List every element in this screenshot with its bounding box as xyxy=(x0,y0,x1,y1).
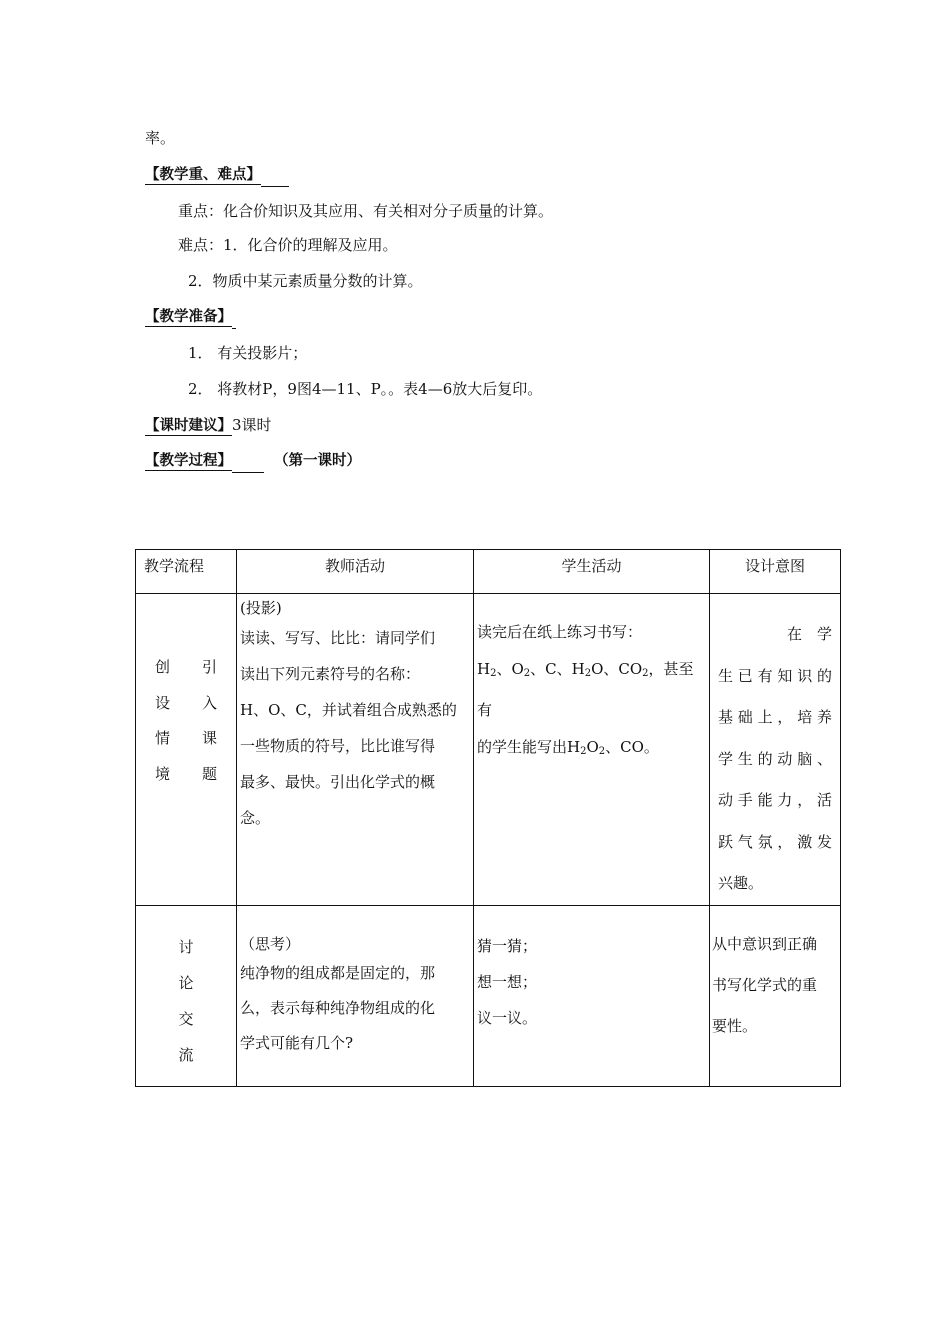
student-line: 猜一猜； xyxy=(477,936,538,955)
intent-line: 动手能力，活 xyxy=(718,791,832,809)
flow-char: 论 xyxy=(178,973,194,992)
table-header-row xyxy=(136,550,841,594)
teacher-line: 么，表示每种纯净物组成的化 xyxy=(240,998,436,1017)
lesson-plan-table xyxy=(135,549,841,1087)
flow-char: 情 xyxy=(155,729,171,747)
continued-text: 率。 xyxy=(145,129,176,147)
teacher-line: 念。 xyxy=(240,809,271,827)
difficult-point-1: 难点：1．化合价的理解及应用。 xyxy=(178,236,398,254)
teacher-line: 纯净物的组成都是固定的，那 xyxy=(240,963,436,982)
header-intent: 设计意图 xyxy=(710,550,841,594)
header-student: 学生活动 xyxy=(474,550,710,594)
header-teacher: 教师活动 xyxy=(237,550,474,594)
teacher-cell-intro xyxy=(237,594,474,906)
prep-item-2: 2． 将教材P，9图4—11、P。。表4—6放大后复印。 xyxy=(188,380,543,398)
intent-cell-discuss xyxy=(710,905,841,1086)
prep-item-1: 1． 有关投影片； xyxy=(188,344,308,362)
intent-line: 从中意识到正确 xyxy=(712,934,818,953)
teacher-line: H、O、C，并试着组合成熟悉的 xyxy=(240,701,457,719)
intent-line: 生已有知识的 xyxy=(718,666,832,685)
student-line: 读完后在纸上练习书写： xyxy=(477,623,643,641)
teacher-cell-discuss xyxy=(237,905,474,1086)
student-line: $H_2$、$O_2$、C、$H_2O$、$CO_2$，甚至有 xyxy=(477,660,694,719)
difficult-point-2: 2．物质中某元素质量分数的计算。 xyxy=(188,272,423,290)
flow-cell-discuss xyxy=(136,905,237,1086)
flow-char: 题 xyxy=(201,764,217,783)
teacher-line: 最多、最快。引出化学式的概 xyxy=(240,773,436,791)
flow-char: 流 xyxy=(178,1045,194,1064)
teacher-line: 读出下列元素符号的名称： xyxy=(240,665,421,683)
student-cell-intro xyxy=(474,594,710,906)
flow-char: 课 xyxy=(201,729,217,747)
table-row xyxy=(136,594,841,906)
table-row xyxy=(136,905,841,1086)
intent-cell-intro xyxy=(710,594,841,906)
teacher-line: (投影) xyxy=(240,599,282,617)
process-session: （第一课时） xyxy=(274,453,361,469)
key-point: 重点：化合价知识及其应用、有关相对分子质量的计算。 xyxy=(178,202,554,220)
intent-line: 要性。 xyxy=(712,1016,758,1035)
student-line: 议一议。 xyxy=(477,1008,538,1027)
intent-line: 学生的动脑、 xyxy=(718,749,832,768)
focus-heading xyxy=(145,165,289,187)
intent-line: 兴趣。 xyxy=(718,874,764,892)
student-line: 的学生能写出$H_2O_2$、CO。 xyxy=(477,738,659,757)
prep-heading-text: 【教学准备】 xyxy=(145,309,232,325)
hours-value: 3课时 xyxy=(232,416,272,434)
teacher-line: （思考） xyxy=(240,934,301,953)
process-line xyxy=(145,451,361,473)
intent-line: 基础上，培养 xyxy=(718,708,832,726)
process-heading: 【教学过程】 xyxy=(145,453,232,469)
intent-line: 书写化学式的重 xyxy=(712,975,818,994)
student-cell-discuss xyxy=(474,905,710,1086)
flow-char: 交 xyxy=(178,1009,194,1028)
flow-char: 引 xyxy=(201,658,217,676)
flow-char: 境 xyxy=(155,764,171,783)
flow-char: 设 xyxy=(155,693,171,712)
header-flow: 教学流程 xyxy=(136,550,237,594)
focus-heading-text: 【教学重、难点】 xyxy=(145,167,261,183)
prep-heading xyxy=(145,307,236,329)
intent-line: 跃气氛，激发 xyxy=(718,832,832,851)
hours-heading: 【课时建议】 xyxy=(145,418,232,434)
teacher-line: 一些物质的符号，比比谁写得 xyxy=(240,737,436,755)
teacher-line: 读读、写写、比比：请同学们 xyxy=(240,629,436,647)
flow-char: 入 xyxy=(201,693,217,712)
student-line: 想一想； xyxy=(477,972,538,991)
flow-char: 创 xyxy=(155,658,171,676)
flow-char: 讨 xyxy=(178,937,194,956)
flow-cell-intro xyxy=(136,594,237,906)
hours-line xyxy=(145,415,272,436)
teacher-line: 学式可能有几个? xyxy=(240,1033,354,1052)
intent-line: 在 学 xyxy=(786,625,832,643)
